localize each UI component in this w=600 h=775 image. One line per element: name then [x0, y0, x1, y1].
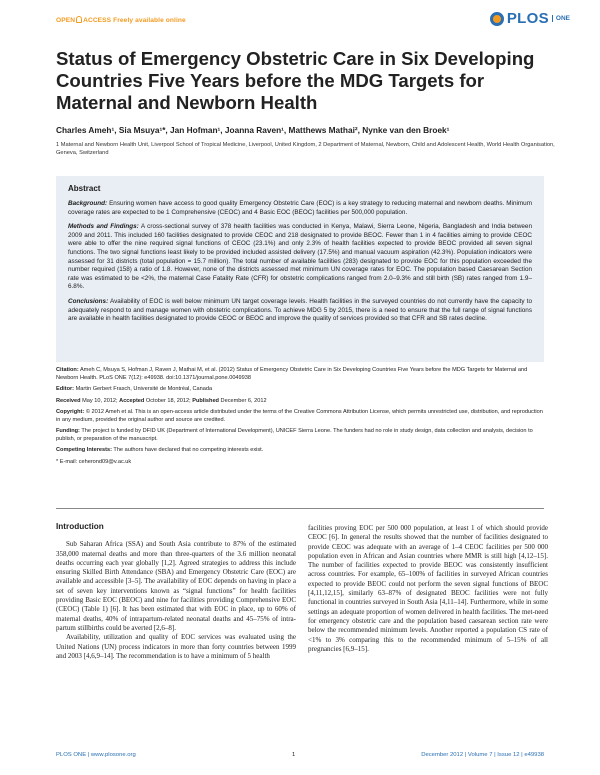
citation: [56, 367, 544, 383]
body-column-left: [56, 522, 296, 661]
published-date: December 6, 2012: [220, 397, 267, 404]
open-label: OPEN: [56, 17, 76, 24]
plos-logo-icon: [490, 12, 504, 26]
introduction-heading: Introduction: [56, 522, 104, 531]
editor-label: Editor:: [56, 386, 75, 393]
funding-label: Funding:: [56, 428, 80, 435]
competing-interests: [56, 447, 544, 455]
corresponding-email: * E-mail: ceherond09@v.ac.uk: [56, 458, 132, 465]
received-date: May 10, 2012;: [82, 397, 118, 404]
copyright: [56, 409, 544, 425]
article-metadata: [56, 367, 544, 470]
author-list: Charles Ameh¹, Sia Msuya¹*, Jan Hofman¹, Joanna Raven¹, Matthews Mathai², Nynke van den Broek¹: [56, 125, 450, 135]
intro-paragraph-1: Sub Saharan Africa (SSA) and South Asia contribute to 87% of the estimated 358,000 maternal deaths and more than three-quarters of the 3.6 million neonatal deaths occurring each year globally [1,2]. Agreed strategies to address this include ensuring Skilled Birth Attendance (SBA) and Emergency Obstetric Care (EOC) are available and accessible [3–5]. The availability of EOC depends on having in place a set of seven key interventions known as “signal functions” for health facilities providing Basic EOC (BEOC) and nine for facilities providing Comprehensive EOC (CEOC) (Table 1) [6]. It has been estimated that with EOC in place, up to 60% of maternal deaths, 40% of intrapartum-related neonatal deaths and 45–75% of intra-partum stillbirths could be averted [2,6–8].: [56, 540, 296, 632]
journal-header: [56, 10, 570, 30]
conclusions-label: Conclusions:: [68, 297, 109, 305]
plos-one-logo: [490, 10, 570, 27]
methods-label: Methods and Findings:: [68, 223, 139, 231]
background-label: Background:: [68, 200, 108, 207]
intro-paragraph-continued: facilities proving EOC per 500 000 population, at least 1 of which should provide CEOC [6]. In general the results showed that the number of facilities designated to provide CEOC was adequate with an average of 1–4 CEOC facilities per 500 000 population even in African and Asian countries where MMR is still high [4,12–15]. The number of facilities expected to provide BEOC was consistently insufficient across countries. For example, 65–100% of facilities in surveyed African countries expected to provide BEOC could not perform the seven signal functions of BEOC [4,11,12,15], similarly 63–87% of designated BEOC facilities were not fully functional in countries surveyed in South Asia [4,11–14]. Furthermore, while in some settings an adequate proportion of women delivered in health facilities. The met-need for emergency obstetric care and the population based caesarean section rate were below the recommended minimum levels. Another reported a population CS rate of <1% to 3% comparing this to the recommended minimum of 5–15% of all pregnancies [6,9–15].: [308, 524, 548, 653]
conclusions-text: Availability of EOC is well below minimum UN target coverage levels. Health facilities in the surveyed countries do not currently have the capacity to adequately respond to and manage women with obstetric complications. To achieve MDG 5 by 2015, there is a need to ensure that the full range of signal functions are available in health facilities designated to provide CEOC or BEOC and improve the quality of services provided so that CFR and SB rates decline.: [68, 297, 532, 323]
accepted-date: October 18, 2012;: [145, 397, 191, 404]
footer-issue-info: December 2012 | Volume 7 | Issue 12 | e49938: [421, 752, 544, 758]
received-label: Received: [56, 397, 81, 404]
methods-text: A cross-sectional survey of 378 health facilities was conducted in Kenya, Malawi, Sierra Leone, Nigeria, Bangladesh and India between 2009 and 2011. This included 160 facilities designated to provide CEOC and 218 designated to provide BEOC. Fewer than 1 in 4 facilities aiming to provide CEOC were able to offer the nine required signal functions of CEOC (23.1%) and only 2.3% of health facilities expected to provide BEOC provided all seven signal functions. The two signal functions least likely to be provided included assisted delivery (17.5%) and manual vacuum aspiration (42.3%). Population indicators were assessed for 31 districts (total population = 15.7 million). The total number of available facilities (283) designated to provide EOC for this population exceeded the number required (158) a ratio of 1.8. However, none of the districts assessed met minimum UN coverage rates for EOC. The population based Caesarean Section rate was estimated to be <2%, the maternal Case Fatality Rate (CFR) for obstetric complications ranged from 2.0–9.3% and still birth (SB) rates ranged from 1.9–6.8%.: [68, 223, 532, 291]
published-label: Published: [192, 397, 219, 404]
dates: [56, 398, 544, 406]
funding: [56, 428, 544, 444]
open-access-badge: [56, 16, 186, 24]
open-access-lock-icon: [76, 16, 82, 23]
accepted-label: Accepted: [119, 397, 145, 404]
page-number: 1: [292, 752, 296, 758]
citation-label: Citation:: [56, 367, 79, 373]
background-text: Ensuring women have access to good quality Emergency Obstetric Care (EOC) is a key strategy to reducing maternal and newborn deaths. Minimum coverage rates are expected to be 1 Comprehensive (CEOC) and 4 Basic EOC (BEOC) facilities per 500,000 population.: [68, 200, 532, 216]
intro-paragraph-2: Availability, utilization and quality of EOC services was evaluated using the United Nations (UN) process indicators in more than forty countries between 1999 and 2003 [4,6,9–14]. The recommendation is to have a minimum of 5 health: [56, 633, 296, 660]
copyright-text: © 2012 Ameh et al. This is an open-access article distributed under the terms of the Creative Commons Attribution License, which permits unrestricted use, distribution, and reproduction in any medium, provided the original author and source are credited.: [56, 408, 543, 423]
editor: [56, 386, 544, 394]
copyright-label: Copyright:: [56, 408, 85, 415]
body-column-right: [308, 524, 548, 654]
abstract-heading: Abstract: [68, 184, 101, 193]
metadata-divider: [56, 508, 544, 509]
access-label: ACCESS: [83, 17, 112, 24]
editor-text: Martin Gerbert Frasch, Université de Montréal, Canada: [75, 386, 213, 393]
citation-text: Ameh C, Msuya S, Hofman J, Raven J, Mathai M, et al. (2012) Status of Emergency Obstetric Care in Six Developing Countries Five Years before the MDG Targets for Maternal and Newborn Health. PLoS ONE 7(12): e49938. doi:10.1371/journal.pone.0049938: [56, 367, 528, 381]
affiliations: 1 Maternal and Newborn Health Unit, Liverpool School of Tropical Medicine, Liverpool, United Kingdom, 2 Department of Maternal, Newborn, Child and Adolescent Health, World Health Organisation, Geneva, Switzerland: [56, 142, 555, 157]
abstract-background: [68, 200, 532, 217]
footer-journal-link[interactable]: PLOS ONE | www.plosone.org: [56, 752, 136, 758]
competing-label: Competing Interests:: [56, 447, 112, 454]
funding-text: The project is funded by DFID UK (Department of International Development), UNICEF Sierra Leone. The funders had no role in study design, data collection and analysis, decision to publish, or preparation of the manuscript.: [56, 428, 533, 442]
plos-logo-text: PLOS: [506, 10, 549, 27]
freely-available-label: Freely available online: [113, 17, 186, 24]
abstract-methods: [68, 223, 532, 292]
competing-text: The authors have declared that no competing interests exist.: [113, 447, 264, 454]
abstract-box: [56, 176, 544, 362]
abstract-conclusions: [68, 298, 532, 324]
article-title: Status of Emergency Obstetric Care in Six Developing Countries Five Years before the MDG Targets for Maternal and Newborn Health: [56, 48, 535, 113]
plos-logo-sub: ONE: [552, 15, 570, 22]
